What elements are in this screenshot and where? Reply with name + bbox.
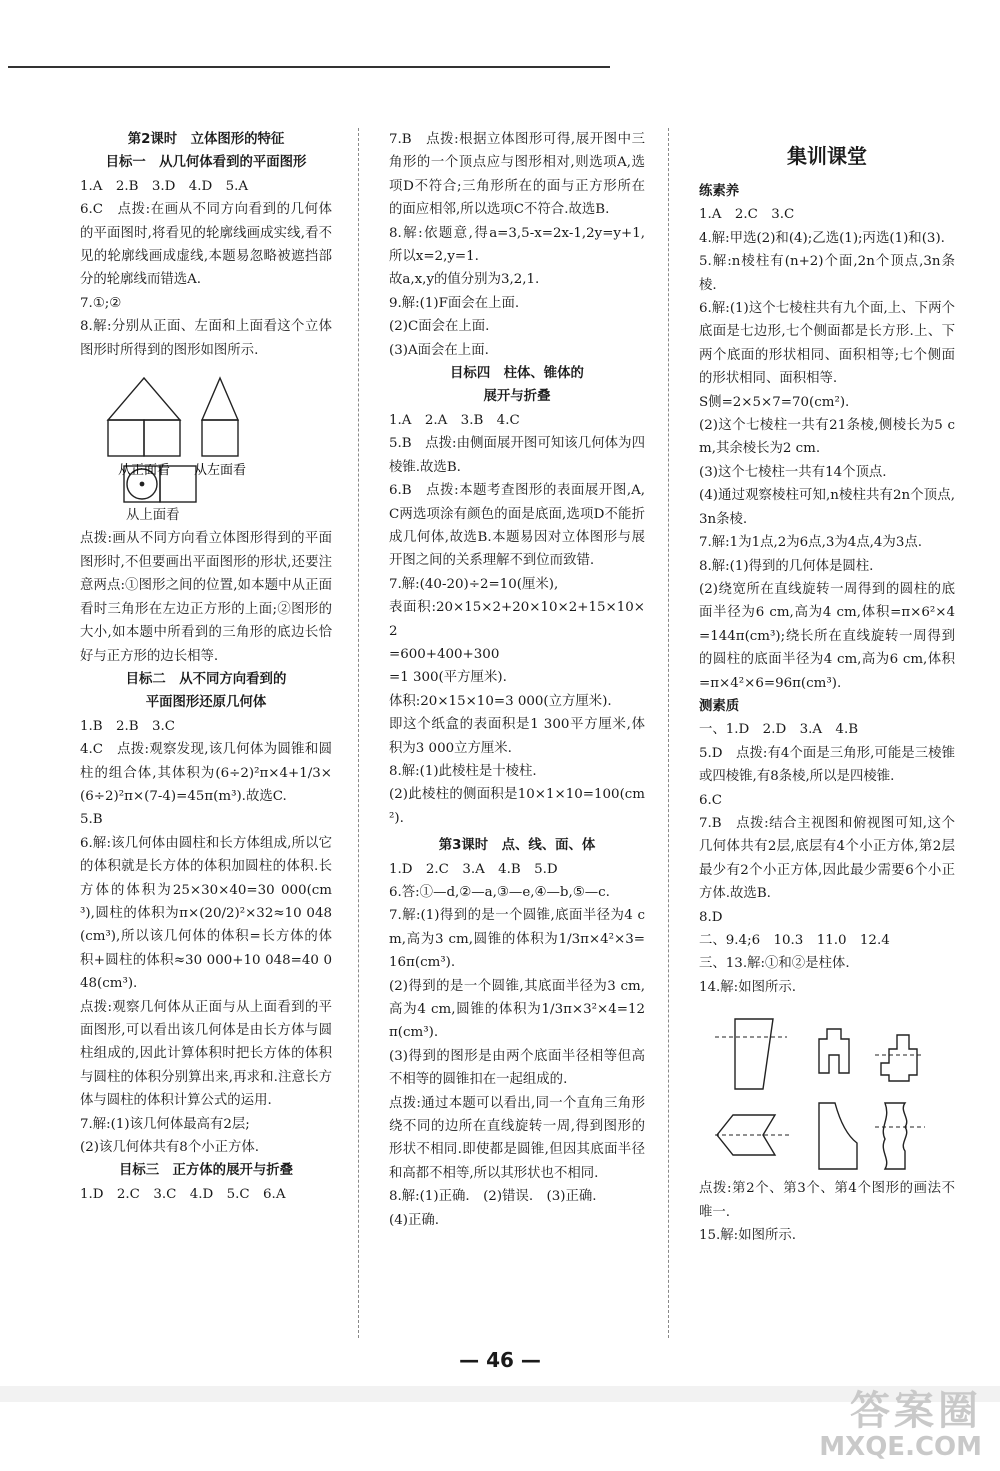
middle-column <box>389 128 645 1232</box>
answer-line: 6.解:(1)这个七棱柱共有九个面,上、下两个底面是七边形,七个侧面都是长方形.上、下两个底面的形状相同、面积相等;七个侧面的形状相同、面积相等. <box>699 301 955 387</box>
answer-list <box>80 1183 332 1206</box>
lesson-title: 第2课时 立体图形的特征 <box>127 132 285 147</box>
column-divider <box>668 128 669 1338</box>
answer-line: 点拨:第2个、第3个、第4个图形的画法不唯一. <box>699 1181 955 1220</box>
answer-line: (2)该几何体共有8个小正方体. <box>80 1140 260 1156</box>
answer-list <box>80 175 332 362</box>
answer-line: (3)得到的图形是由两个底面半径相等但高不相等的圆锥扣在一起组成的. <box>389 1048 645 1088</box>
stepped-shape <box>881 1035 917 1081</box>
answer-line: (3)这个七棱柱一共有14个顶点. <box>699 464 887 480</box>
three-views-figure <box>80 366 332 506</box>
answer-line: 5.解:n棱柱有(n+2)个面,2n个顶点,3n条棱. <box>699 254 955 293</box>
answer-line: 4.解:甲选(2)和(4);乙选(1);丙选(1)和(3). <box>699 230 945 246</box>
answer-line: 5.B 点拨:由侧面展开图可知该几何体为四棱锥.故选B. <box>389 436 645 475</box>
right-column <box>699 128 955 1247</box>
goal-heading-continued: 展开与折叠 <box>483 389 551 405</box>
answer-line: 15.解:如图所示. <box>699 1228 797 1244</box>
watermark <box>819 1389 982 1461</box>
answer-line: 一、1.D 2.D 3.A 4.B <box>699 722 859 738</box>
answer-line: 1.A 2.A 3.B 4.C <box>389 412 520 428</box>
answer-line: (2)这个七棱柱一共有21条棱,侧棱长为5 cm,其余棱长为2 cm. <box>699 418 955 457</box>
subsection-heading: 测素质 <box>699 698 740 714</box>
answer-line: 9.解:(1)F面会在上面. <box>389 295 520 311</box>
front-view-square-left <box>108 420 144 456</box>
goal-heading: 目标一 从几何体看到的平面图形 <box>105 155 307 171</box>
left-column <box>80 128 332 1206</box>
answer-line: 7.解:(40-20)÷2=10(厘米), <box>389 576 559 592</box>
answer-line: (2)得到的是一个圆锥,其底面半径为3 cm,高为4 cm,圆锥的体积为1/3π×3²×4=12π(cm³). <box>389 978 645 1041</box>
header-rule <box>8 66 610 68</box>
goal-heading: 目标二 从不同方向看到的 <box>125 671 287 687</box>
left-view-square <box>202 420 238 456</box>
answer-line: 表面积:20×15×2+20×10×2+15×10×2 <box>389 600 645 639</box>
answer-line: 即这个纸盒的表面积是1 300平方厘米,体积为3 000立方厘米. <box>389 717 645 756</box>
subsection-heading: 练素养 <box>699 184 740 199</box>
answer-line: 8.解:(1)此棱柱是十棱柱. <box>389 763 537 779</box>
answer-line: 故a,x,y的值分别为3,2,1. <box>389 272 540 288</box>
answer-line: (2)此棱柱的侧面积是10×1×10=100(cm²). <box>389 787 645 826</box>
answer-line: 1.B 2.B 3.C <box>80 718 176 734</box>
answer-line: 8.解:(1)正确. (2)错误. (3)正确. <box>389 1189 597 1205</box>
answer-line: 6.B 点拨:本题考查图形的表面展开图,A,C两选项涂有颜色的面是底面,选项D不能折成几何体,故选B.本题易因对立体图形与展开图之间的关系理解不到位而致错. <box>389 483 645 569</box>
answer-list <box>699 718 955 999</box>
answer-line: =600+400+300 <box>389 646 500 662</box>
answer-list <box>699 203 955 695</box>
answer-line: 7.解:1为1点,2为6点,3为4点,4为3点. <box>699 535 922 551</box>
answer-line: 1.D 2.C 3.A 4.B 5.D <box>389 861 558 877</box>
answer-line: 点拨:通过本题可以看出,同一个直角三角形绕不同的边所在直线旋转一周,得到图形的形状不相同.即使都是圆锥,但因其底面半径和高都不相等,所以其形状也不相同. <box>389 1095 645 1181</box>
answer-line: 5.B <box>80 812 103 828</box>
answer-line: S侧=2×5×7=70(cm²). <box>699 394 850 410</box>
hint-paragraph <box>80 527 332 667</box>
watermark-title: 答案圈 <box>850 1388 982 1434</box>
answer-line: 三、13.解:①和②是柱体. <box>699 956 850 972</box>
curved-shape <box>819 1103 857 1169</box>
page-number: — 46 — <box>459 1348 541 1372</box>
front-view-label: 从正面看 <box>117 463 171 479</box>
answer-list <box>389 128 645 362</box>
answer-line: 7.B 点拨:结合主视图和俯视图可知,这个几何体共有2层,底层有4个小正方体,第2层最少有2个小正方体,因此最少需要6个小正方体.故选B. <box>699 815 955 902</box>
answer-line: (4)通过观察棱柱可知,n棱柱共有2n个顶点,3n条棱. <box>699 488 955 527</box>
castle-shape <box>819 1029 849 1073</box>
watermark-url: MXQE.COM <box>819 1432 982 1462</box>
lesson-title: 第3课时 点、线、面、体 <box>438 838 596 854</box>
answer-line: 6.C <box>699 792 723 808</box>
answer-line: 6.解:该几何体由圆柱和长方体组成,所以它的体积就是长方体的体积加圆柱的体积.长方体的体积为25×30×40=30 000(cm³),圆柱的体积为π×(20/2)²×32≈10 048(cm³),所以该几何体的体积=长方体的体积+圆柱的体积≈30 000+10 048=40 048(cm³). <box>80 835 332 992</box>
answer-line: 体积:20×15×10=3 000(立方厘米). <box>389 693 612 709</box>
answer-line: 1.A 2.C 3.C <box>699 207 795 223</box>
wavy-shape <box>883 1103 906 1169</box>
top-view-label: 从上面看 <box>126 508 180 524</box>
answer-line: 6.C 点拨:在画从不同方向看到的几何体的平面图时,将看见的轮廓线画成实线,看不见的轮廓线画成虚线,本题易忽略被遮挡部分的轮廓线而错选A. <box>80 202 332 288</box>
answer-line: 点拨:观察几何体从正面与从上面看到的平面图形,可以看出该几何体是由长方体与圆柱组成的,因此计算体积时把长方体的体积与圆柱的体积分别算出来,再求和.注意长方体与圆柱的体积计算公式的运用. <box>80 999 332 1109</box>
goal-heading: 目标四 柱体、锥体的 <box>450 366 584 382</box>
answer-line: (4)正确. <box>389 1212 440 1228</box>
answer-line: 7.解:(1)该几何体最高有2层; <box>80 1116 250 1132</box>
top-view-center-dot <box>140 482 145 487</box>
answer-line: 7.B 点拨:根据立体图形可得,展开图中三角形的一个顶点应与图形相对,则选项A,选项D不符合;三角形所在的面与正方形所在的面应相邻,所以选项C不符合.故选B. <box>389 132 645 218</box>
answer-list <box>389 858 645 1233</box>
left-view-triangle <box>202 378 238 420</box>
answer-line: 5.D 点拨:有4个面是三角形,可能是三棱锥或四棱锥,有8条棱,所以是四棱锥. <box>699 745 955 785</box>
column-divider <box>358 128 359 1338</box>
goal-heading-continued: 平面图形还原几何体 <box>145 695 267 711</box>
answer-line: (2)C面会在上面. <box>389 319 490 335</box>
answer-line: 8.D <box>699 909 723 925</box>
front-view-triangle <box>108 378 180 420</box>
answer-line: 8.解:依题意,得a=3,5-x=2x-1,2y=y+1,所以x=2,y=1. <box>389 225 645 265</box>
trapezoid-shape <box>735 1019 773 1089</box>
hint-paragraph <box>699 1177 955 1247</box>
answer-list <box>80 715 332 1160</box>
answer-line: 1.D 2.C 3.C 4.D 5.C 6.A <box>80 1186 286 1202</box>
answer-line: 8.解:(1)得到的几何体是圆柱. <box>699 558 874 574</box>
answer-line: 点拨:画从不同方向看立体图形得到的平面图形时,不但要画出平面图形的形状,还要注意两点:①图形之间的位置,如本题中从正面看时三角形在左边正方形的上面;②图形的大小,如本题中所看到的三角形的底边长恰好与正方形的边长相等. <box>80 531 332 664</box>
answer-line: (2)绕宽所在直线旋转一周得到的圆柱的底面半径为6 cm,高为4 cm,体积=π×6²×4=144π(cm³);绕长所在直线旋转一周得到的圆柱的底面半径为4 cm,高为6 cm,体积=π×4²×6=96π(cm³). <box>699 581 955 691</box>
answer-list <box>389 409 645 830</box>
answer-line: 8.解:分别从正面、左面和上面看这个立体图形时所得到的图形如图所示. <box>80 319 332 358</box>
answer-line: 4.C 点拨:观察发现,该几何体为圆锥和圆柱的组合体,其体积为(6÷2)²π×4+1/3×(6÷2)²π×(7-4)=45π(m³).故选C. <box>80 742 332 804</box>
answer-line: (3)A面会在上面. <box>389 342 489 358</box>
section-title: 集训课堂 <box>787 144 867 168</box>
goal-heading: 目标三 正方体的展开与折叠 <box>118 1163 294 1179</box>
answer-line: 14.解:如图所示. <box>699 979 797 995</box>
views-answer-figure <box>699 1003 955 1173</box>
answer-line: 二、9.4;6 10.3 11.0 12.4 <box>699 933 890 948</box>
front-view-square-right <box>144 420 180 456</box>
answer-line: 6.答:①—d,②—a,③—e,④—b,⑤—c. <box>389 885 610 900</box>
answer-line: 7.①;② <box>80 295 122 311</box>
left-view-label: 从左面看 <box>193 463 247 479</box>
answer-line: 1.A 2.B 3.D 4.D 5.A <box>80 178 249 194</box>
answer-line: 7.解:(1)得到的是一个圆锥,底面半径为4 cm,高为3 cm,圆锥的体积为1/3π×4²×3=16π(cm³). <box>389 908 645 971</box>
answer-line: =1 300(平方厘米). <box>389 670 507 686</box>
